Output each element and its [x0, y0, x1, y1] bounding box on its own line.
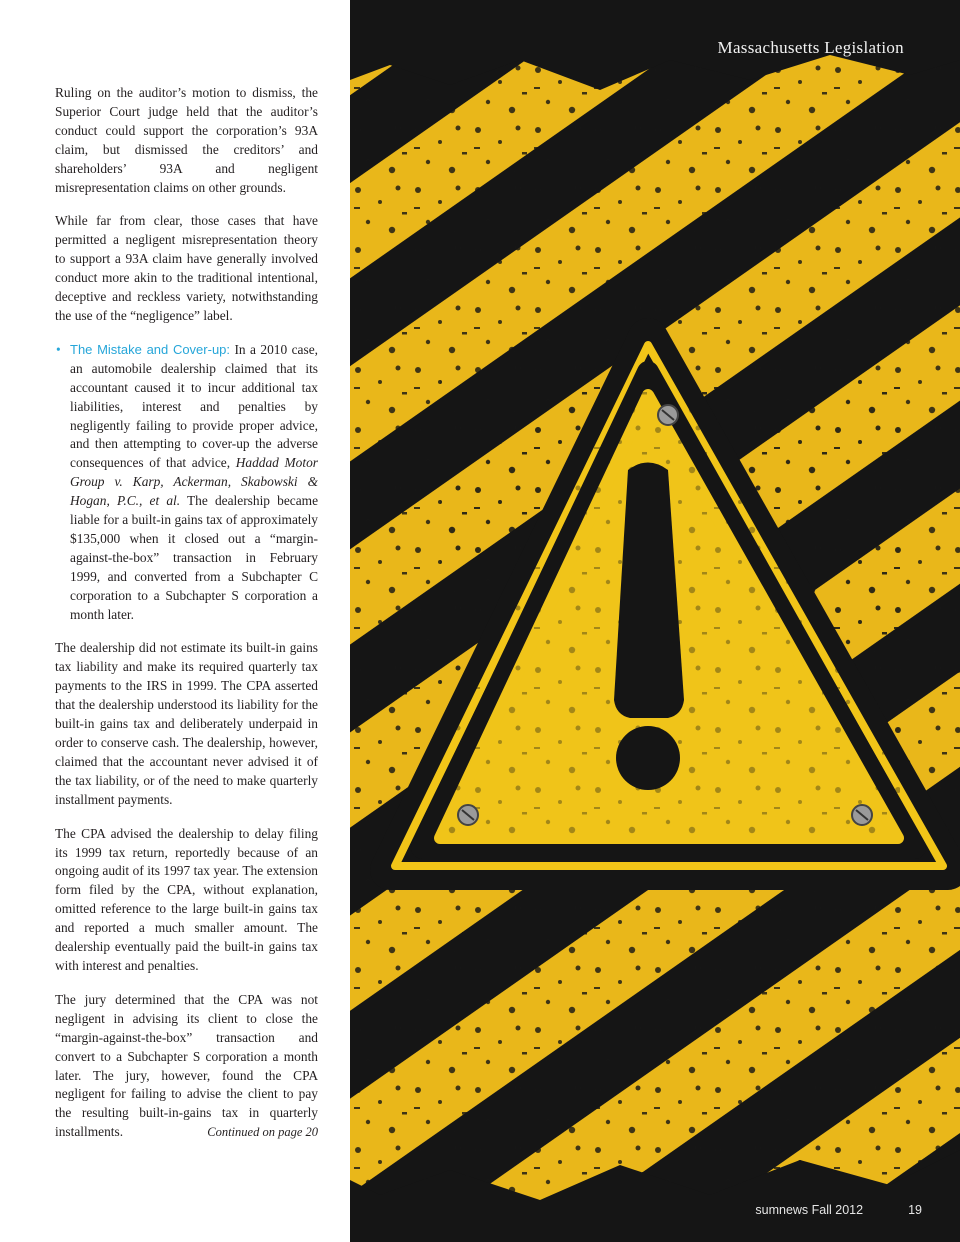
paragraph-3: The dealership did not estimate its built-in gains tax liability and make its required quarterly tax payments to the IRS in 1999. The CPA asserted that the dealership understood its liability for the built-in gains tax and deliberately underpaid in order to conserve cash. The dealership, however, claimed that the accountant never advised it of the tax liability, or of the need to make quarterly installment payments.: [55, 640, 318, 807]
text-column: [0, 0, 350, 1242]
bullet-heading: The Mistake and Cover-up:: [70, 341, 231, 357]
page-number: 19: [908, 1203, 922, 1217]
page-footer: [755, 1203, 922, 1217]
paragraph-5-text: The jury determined that the CPA was not negligent in advising its client to close the “margin-against-the-box” transaction and convert to a Subchapter S corporation a month later. The jury, however, found the CPA negligent for failing to advise the client to pay the resulting built-in-gains tax in quarterly installments.: [55, 991, 318, 1140]
bullet-text-after: The dealership became liable for a built-in gains tax of approximately $135,000 when it closed out a “margin-against-the-box” transaction in February 1999, and converted from a Subchapter C corporation to a Subchapter S corporation a month later.: [70, 493, 319, 622]
case-name: Haddad Motor Group v. Karp, Ackerman, Skabowski & Hogan, P.C., et al.: [70, 455, 318, 509]
article-body: [55, 84, 318, 1157]
exclamation-dot: [616, 726, 680, 790]
screw-icon: [458, 805, 478, 825]
bullet-item: [55, 341, 318, 625]
bullet-marker: •: [56, 341, 61, 357]
publication-info: sumnews Fall 2012: [755, 1203, 864, 1217]
paragraph-4: The CPA advised the dealership to delay filing its 1999 tax return, reportedly because of an ongoing audit of its 1997 tax year. The extension form filed by the CPA, without explanation, omitted reference to the large built-in gains tax and reported a much smaller amount. The dealership eventually paid the built-in gains tax with interest and penalties.: [55, 825, 318, 973]
warning-sign-icon: [390, 338, 948, 870]
hazard-stripes-graphic: [350, 0, 960, 1242]
hazard-illustration: [350, 0, 960, 1242]
section-title: Massachusetts Legislation: [717, 38, 904, 57]
paragraph-5: [55, 991, 318, 1142]
paragraph-2: While far from clear, those cases that have permitted a negligent misrepresentation theory to support a 93A claim have generally involved conduct more akin to the traditional intentional, deceptive and reckless variety, notwithstanding the use of the “negligence” label.: [55, 213, 318, 323]
screw-icon: [658, 405, 678, 425]
paragraph-1: Ruling on the auditor’s motion to dismiss, the Superior Court judge held that the auditor’s conduct could support the corporation’s 93A claim, but dismissed the creditors’ and shareholders’ 93A and negligent misrepresentation claims on other grounds.: [55, 85, 318, 195]
continued-note: Continued on page 20: [207, 1125, 318, 1140]
bullet-text-before: In a 2010 case, an automobile dealership claimed that its accountant caused it to incur additional tax liabilities, interest and penalties by negligently failing to provide proper advice, and then attempting to cover-up the adverse consequences of that advice,: [70, 341, 318, 471]
screw-icon: [852, 805, 872, 825]
